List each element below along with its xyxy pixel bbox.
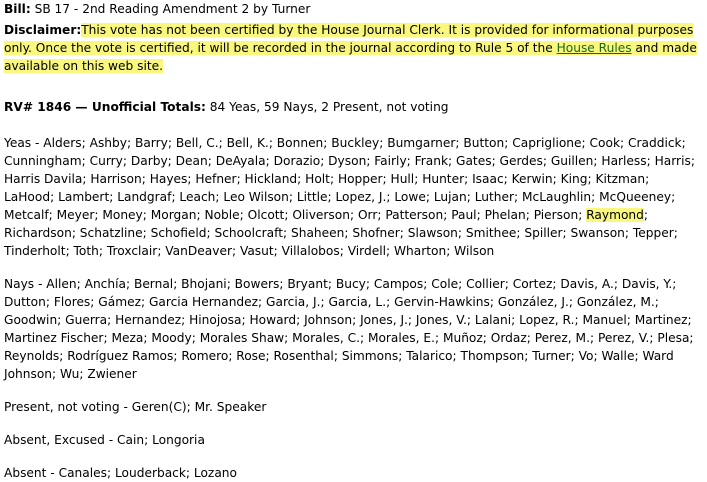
member-name: Morales, E.: [367, 331, 435, 345]
member-name: Darby: [130, 154, 168, 168]
member-name: Noble: [204, 208, 240, 222]
rv-totals: 84 Yeas, 59 Nays, 2 Present, not voting: [205, 100, 449, 114]
member-name: Turner: [532, 349, 571, 363]
member-name: Holt: [305, 172, 330, 186]
member-name: Phelan: [484, 208, 526, 222]
member-name: Barry: [134, 136, 168, 150]
member-name: Dyson: [328, 154, 367, 168]
member-name: Guillen: [550, 154, 594, 168]
member-name: Shofner: [352, 226, 400, 240]
member-name-highlighted: Raymond: [586, 208, 644, 222]
member-name: King: [560, 172, 588, 186]
record-vote-totals: [4, 98, 703, 116]
member-name: Bucy: [335, 277, 366, 291]
member-name: Garcia Hernandez: [148, 295, 259, 309]
member-name: Harris Davila: [4, 172, 83, 186]
member-name: Wilson: [454, 244, 495, 258]
member-name: Lopez, J.: [335, 190, 387, 204]
member-name: Romero: [181, 349, 229, 363]
member-name: Rosenthal: [273, 349, 334, 363]
member-name: Meza: [111, 331, 144, 345]
member-name: Cunningham: [4, 154, 82, 168]
member-name: Leo Wilson: [223, 190, 289, 204]
member-name: Davis, Y.: [621, 277, 673, 291]
member-name: Metcalf: [4, 208, 49, 222]
bill-label: Bill:: [4, 2, 31, 16]
member-name: Plesa: [657, 331, 690, 345]
member-name: Isaac: [472, 172, 504, 186]
disclaimer-text-after: and made available on this web site.: [4, 41, 697, 73]
member-name: Vasut: [239, 244, 274, 258]
yeas-names: Alders; Ashby; Barry; Bell, C.; Bell, K.; Bonnen; Buckley; Bumgarner; Button; Capriglione; Cook; Craddick; Cunningham; Curry; Darby; Dean; DeAyala; Dorazio; Dyson; Fairly; Frank; Gates; Gerdes; Guillen; Harless; Harris; Harris Davila; Harrison; Hayes; Hefner; Hickland; Holt; Hopper; Hull; Hunter; Isaac; Kerwin; King; Kitzman; LaHood; Lambert; Landgraf; Leach; Leo Wilson; Little; Lopez, J.; Lowe; Lujan; Luther; McLaughlin; McQueeney; Metcalf; Meyer; Money; Morgan; Noble; Olcott; Oliverson; Orr; Patterson; Paul; Phelan; Pierson; Raymond; Richardson; Schatzline; Schofield; Schoolcraft; Shaheen; Shofner; Slawson; Smithee; Spiller; Swanson; Tepper; Tinderholt; Toth; Troxclair; VanDeaver; Vasut; Villalobos; Virdell; Wharton; Wilson: [4, 136, 695, 258]
member-name: VanDeaver: [165, 244, 232, 258]
member-name: Davis, A.: [560, 277, 614, 291]
member-name: Pierson: [533, 208, 579, 222]
member-name: Leach: [179, 190, 216, 204]
member-name: Cole: [431, 277, 459, 291]
member-name: Money: [102, 208, 143, 222]
member-name: Villalobos: [281, 244, 340, 258]
member-name: Cook: [589, 136, 620, 150]
member-name: Perez, V.: [597, 331, 650, 345]
member-name: Smithee: [465, 226, 517, 240]
member-name: Zwiener: [87, 367, 137, 381]
member-name: Manuel: [582, 313, 627, 327]
member-name: Campos: [373, 277, 424, 291]
member-name: Luther: [474, 190, 515, 204]
member-name: Martinez: [634, 313, 688, 327]
member-name: Harless: [601, 154, 647, 168]
member-name: Gerdes: [499, 154, 543, 168]
member-name: Guerra: [65, 313, 108, 327]
member-name: Lambert: [58, 190, 110, 204]
member-name: Goodwin: [4, 313, 58, 327]
member-name: Ordaz: [490, 331, 527, 345]
member-name: Slawson: [407, 226, 458, 240]
member-name: Gámez: [98, 295, 141, 309]
member-name: Tepper: [632, 226, 674, 240]
member-name: Richardson: [4, 226, 72, 240]
member-name: Toth: [73, 244, 99, 258]
member-name: Hull: [390, 172, 415, 186]
member-name: Lopez, R.: [519, 313, 575, 327]
member-name: Hayes: [149, 172, 188, 186]
member-name: Anchía: [84, 277, 126, 291]
member-name: Flores: [53, 295, 91, 309]
member-name: Hinojosa: [189, 313, 242, 327]
member-name: Craddick: [627, 136, 682, 150]
member-name: Swanson: [570, 226, 625, 240]
member-name: Frank: [414, 154, 449, 168]
member-name: González, J.: [497, 295, 569, 309]
member-name: Hernandez: [115, 313, 182, 327]
member-name: Walle: [601, 349, 635, 363]
member-name: Ward Johnson: [4, 349, 674, 381]
member-name: Martinez Fischer: [4, 331, 104, 345]
disclaimer: [4, 21, 703, 75]
member-name: Gervin-Hawkins: [394, 295, 490, 309]
member-name: Hefner: [195, 172, 237, 186]
member-name: Morales, C.: [292, 331, 360, 345]
member-name: Simmons: [341, 349, 399, 363]
member-name: Olcott: [247, 208, 285, 222]
disclaimer-text-before: This vote has not been certified by the House Journal Clerk. It is provided for informational purposes only. Once the vote is certified, it will be recorded in the journal according to Rule 5 of the: [4, 23, 694, 55]
member-name: Collier: [466, 277, 505, 291]
member-name: Cortez: [512, 277, 553, 291]
member-name: Bernal: [133, 277, 174, 291]
member-name: Allen: [46, 277, 77, 291]
member-name: Schofield: [150, 226, 207, 240]
present-not-voting: Present, not voting - Geren(C); Mr. Speaker: [4, 400, 267, 414]
member-name: Muñoz: [442, 331, 483, 345]
member-name: Kerwin: [511, 172, 553, 186]
member-name: Hickland: [244, 172, 298, 186]
member-name: Button: [463, 136, 505, 150]
member-name: Dutton: [4, 295, 46, 309]
member-name: Garcia, J.: [266, 295, 321, 309]
member-name: Capriglione: [512, 136, 582, 150]
nays-prefix: Nays -: [4, 277, 47, 291]
member-name: Bumgarner: [387, 136, 456, 150]
member-name: Wharton: [393, 244, 447, 258]
member-name: Howard: [249, 313, 297, 327]
member-name: Dean: [175, 154, 208, 168]
member-name: Little: [296, 190, 328, 204]
member-name: Troxclair: [106, 244, 158, 258]
member-name: Vo: [578, 349, 594, 363]
member-name: Paul: [451, 208, 477, 222]
member-name: LaHood: [4, 190, 51, 204]
member-name: Alders: [43, 136, 82, 150]
member-name: Hopper: [337, 172, 383, 186]
member-name: McLaughlin: [522, 190, 592, 204]
member-name: Lujan: [433, 190, 467, 204]
member-name: Jones, J.: [360, 313, 408, 327]
member-name: Thompson: [460, 349, 525, 363]
member-name: Garcia, L.: [328, 295, 387, 309]
member-name: Tinderholt: [4, 244, 66, 258]
member-name: Oliverson: [292, 208, 350, 222]
member-name: Dorazio: [273, 154, 321, 168]
member-name: Wu: [60, 367, 80, 381]
member-name: Lalani: [474, 313, 512, 327]
member-name: Orr: [357, 208, 378, 222]
member-name: Kitzman: [595, 172, 646, 186]
member-name: Moody: [151, 331, 192, 345]
member-name: Patterson: [385, 208, 444, 222]
member-name: Hunter: [422, 172, 465, 186]
absent-excused: Absent, Excused - Cain; Longoria: [4, 433, 205, 447]
yeas-prefix: Yeas -: [4, 136, 44, 150]
member-name: Bhojani: [181, 277, 227, 291]
yeas-list: [4, 134, 703, 260]
member-name: Harrison: [90, 172, 142, 186]
member-name: Reynolds: [4, 349, 60, 363]
member-name: Harris: [654, 154, 691, 168]
member-name: Morgan: [150, 208, 197, 222]
member-name: Johnson: [304, 313, 353, 327]
member-name: Rodríguez Ramos: [67, 349, 174, 363]
member-name: McQueeney: [599, 190, 672, 204]
member-name: Shaheen: [290, 226, 345, 240]
member-name: Bell, C.: [175, 136, 219, 150]
member-name: Virdell: [347, 244, 386, 258]
member-name: Bell, K.: [226, 136, 269, 150]
member-name: Buckley: [331, 136, 380, 150]
member-name: Spiller: [524, 226, 563, 240]
nays-names: Allen; Anchía; Bernal; Bhojani; Bowers; Bryant; Bucy; Campos; Cole; Collier; Cortez; Davis, A.; Davis, Y.; Dutton; Flores; Gámez; Garcia Hernandez; Garcia, J.; Garcia, L.; Gervin-Hawkins; González, J.; González, M.; Goodwin; Guerra; Hernandez; Hinojosa; Howard; Johnson; Jones, J.; Jones, V.; Lalani; Lopez, R.; Manuel; Martinez; Martinez Fischer; Meza; Moody; Morales Shaw; Morales, C.; Morales, E.; Muñoz; Ordaz; Perez, M.; Perez, V.; Plesa; Reynolds; Rodríguez Ramos; Romero; Rose; Rosenthal; Simmons; Talarico; Thompson; Turner; Vo; Walle; Ward Johnson; Wu; Zwiener: [4, 277, 694, 381]
member-name: Morales Shaw: [199, 331, 285, 345]
bill-text: SB 17 - 2nd Reading Amendment 2 by Turner: [30, 2, 311, 16]
member-name: Bryant: [287, 277, 328, 291]
member-name: Fairly: [374, 154, 407, 168]
member-name: Landgraf: [117, 190, 172, 204]
member-name: Rose: [236, 349, 266, 363]
member-name: DeAyala: [215, 154, 266, 168]
member-name: González, M.: [576, 295, 655, 309]
member-name: Meyer: [56, 208, 95, 222]
member-name: Curry: [89, 154, 123, 168]
absent: Absent - Canales; Louderback; Lozano: [4, 466, 237, 480]
bill-line: [4, 0, 703, 18]
house-rules-link[interactable]: House Rules: [556, 41, 632, 55]
nays-list: [4, 275, 703, 383]
member-name: Jones, V.: [415, 313, 467, 327]
member-name: Lowe: [394, 190, 426, 204]
member-name: Perez, M.: [534, 331, 590, 345]
member-name: Schoolcraft: [214, 226, 283, 240]
rv-label: RV# 1846 — Unofficial Totals:: [4, 100, 206, 114]
disclaimer-label: Disclaimer:: [4, 23, 82, 37]
member-name: Talarico: [406, 349, 453, 363]
member-name: Bowers: [234, 277, 280, 291]
member-name: Schatzline: [79, 226, 143, 240]
member-name: Ashby: [89, 136, 127, 150]
member-name: Gates: [456, 154, 492, 168]
member-name: Bonnen: [276, 136, 324, 150]
